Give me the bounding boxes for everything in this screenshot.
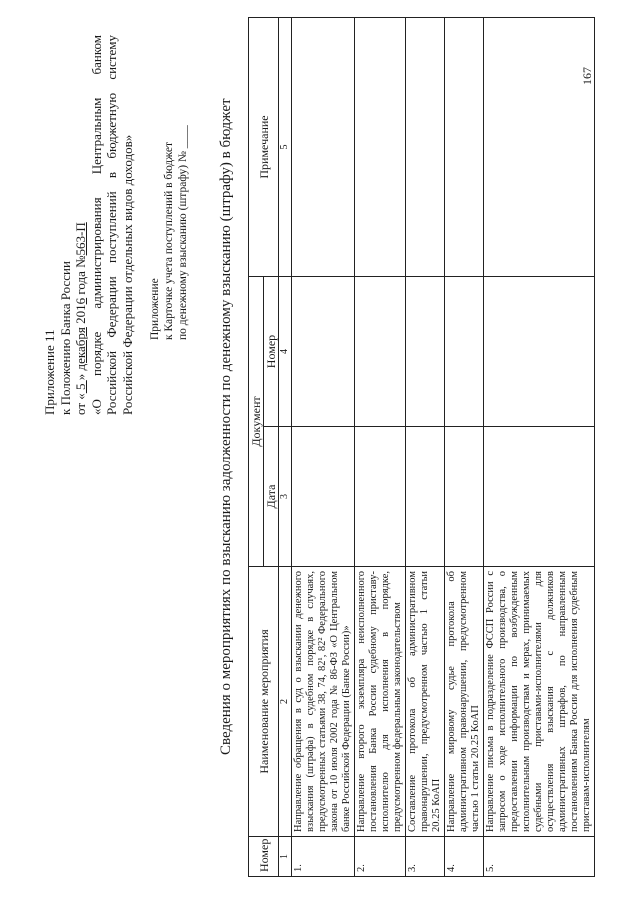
row-doc-number — [406, 277, 445, 427]
row-number: 5. — [484, 837, 595, 877]
row-doc-number — [355, 277, 406, 427]
measures-table — [248, 17, 595, 877]
header-document: Документ — [249, 277, 264, 567]
row-doc-number — [445, 277, 484, 427]
row-date — [445, 427, 484, 567]
appendix-year-digit: 6 — [73, 297, 88, 305]
row-note — [484, 18, 595, 277]
row-number: 4. — [445, 837, 484, 877]
col-index: 4 — [279, 277, 292, 427]
appendix-day: 5 — [73, 380, 88, 394]
appendix-date-mid: » — [73, 370, 88, 381]
appendix-date-prefix: от « — [73, 393, 88, 415]
row-date — [484, 427, 595, 567]
row-doc-number — [292, 277, 355, 427]
sub-appendix-line-2: к Карточке учета поступлений в бюджет — [163, 141, 175, 340]
appendix-line-3 — [73, 35, 89, 415]
col-index: 5 — [279, 18, 292, 277]
row-number: 1. — [292, 837, 355, 877]
appendix-line-2: к Положению Банка России — [57, 261, 73, 415]
sub-appendix-line-1: Приложение — [149, 278, 161, 340]
appendix-line-1: Приложение 11 — [42, 329, 57, 415]
row-description: Составление протокола об административном правонарушении, предусмотренном частью 1 статьи 20.25 КоАП — [406, 567, 445, 837]
row-note — [406, 18, 445, 277]
row-description: Направление обращения в суд о взыскании денежного взыскания (штрафа) в судебном порядке в случаях, предусмотренных статьями 38, 74, 82¹, 82² Федерального закона от 10 июля 2002 года № 86-ФЗ «О Центральном банке Российской Федерации (Банке России)» — [292, 567, 355, 837]
row-date — [406, 427, 445, 567]
table-row — [484, 18, 595, 877]
col-index: 2 — [279, 567, 292, 837]
row-number: 2. — [355, 837, 406, 877]
header-doc-number: Номер — [264, 277, 279, 427]
header-date: Дата — [264, 427, 279, 567]
table-row — [292, 18, 355, 877]
page-number: 167 — [580, 67, 594, 85]
appendix-year-suffix: года № — [73, 255, 88, 298]
appendix-number: 563-П — [73, 222, 88, 256]
appendix-header — [42, 35, 135, 415]
header-name: Наименование мероприятия — [249, 567, 279, 837]
appendix-line-6: Российской Федерации отдельных видов доходов» — [119, 134, 135, 415]
row-note — [445, 18, 484, 277]
row-description: Направление мировому судье протокола об административном правонарушении, предусмотренном частью 1 статьи 20.25 КоАП — [445, 567, 484, 837]
table-row — [406, 18, 445, 877]
sub-appendix — [148, 30, 190, 340]
row-note — [355, 18, 406, 277]
row-number: 3. — [406, 837, 445, 877]
document-title: Сведения о мероприятиях по взысканию задолженности по денежному взысканию (штрафу) в бюджет — [218, 98, 234, 755]
col-index: 1 — [279, 837, 292, 877]
appendix-line-5: Российской Федерации поступлений в бюджетную систему — [104, 35, 119, 415]
table-row — [445, 18, 484, 877]
row-date — [292, 427, 355, 567]
row-description: Направление письма в подразделение ФССП России с запросом о ходе исполнительного производства, о предоставлении информации по возбужденным исполнительным производствам и мерах, принимаемых судебными приставами-исполнителями для осуществления взыскания с должников административных штрафов, по направленным постановлениям Банка России для исполнения судебным приставам-исполнителям — [484, 567, 595, 837]
table-row — [355, 18, 406, 877]
header-note: Примечание — [249, 18, 279, 277]
row-doc-number — [484, 277, 595, 427]
appendix-month: декабря — [73, 327, 88, 371]
row-note — [292, 18, 355, 277]
appendix-line-4: «О порядке администрирования Центральным банком — [88, 35, 104, 415]
header-number: Номер — [249, 837, 279, 877]
sub-appendix-line-3: по денежному взысканию (штрафу) № ____ — [177, 125, 189, 340]
row-date — [355, 427, 406, 567]
col-index: 3 — [279, 427, 292, 567]
appendix-year-prefix: 201 — [73, 304, 88, 328]
row-description: Направление второго экземпляра неисполненного постановления Банка России судебному приставу-исполнителю для исполнения в порядке, предусмотренном федеральным законодательством — [355, 567, 406, 837]
